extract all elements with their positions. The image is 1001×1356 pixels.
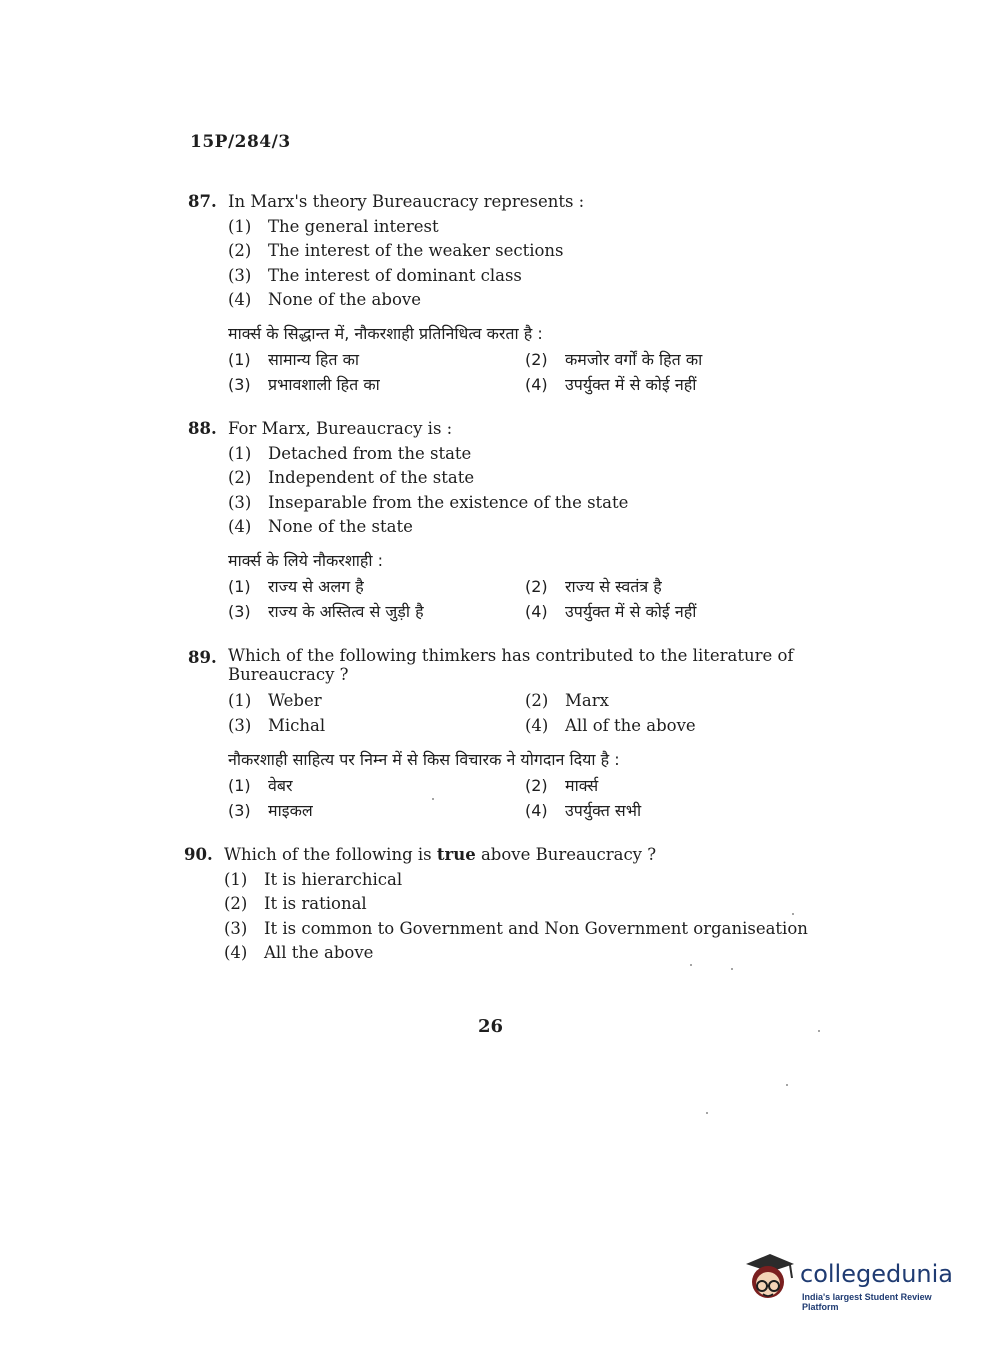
option-number: (3) bbox=[228, 601, 251, 621]
option-number: (4) bbox=[525, 716, 549, 735]
question-number: 87. bbox=[188, 192, 217, 211]
hindi-question-text: मार्क्स के लिये नौकरशाही : bbox=[228, 550, 383, 570]
option-number: (1) bbox=[224, 869, 248, 889]
option-text: कमजोर वर्गों के हित का bbox=[565, 349, 703, 369]
scan-speck bbox=[706, 1112, 708, 1114]
option-text: राज्य से अलग है bbox=[268, 576, 364, 596]
option-item bbox=[525, 714, 825, 739]
hindi-option bbox=[228, 798, 525, 823]
question-text: For Marx, Bureaucracy is : bbox=[228, 419, 453, 438]
option-number: (1) bbox=[228, 216, 252, 236]
option-text: None of the above bbox=[268, 290, 421, 309]
scan-speck bbox=[731, 968, 733, 970]
option-text: वेबर bbox=[268, 776, 293, 795]
brand-tagline: India's largest Student Review Platform bbox=[802, 1292, 932, 1312]
option-item bbox=[228, 288, 828, 313]
option-text: None of the state bbox=[268, 517, 413, 536]
option-number: (1) bbox=[228, 349, 251, 369]
option-list bbox=[228, 442, 828, 540]
option-item bbox=[228, 714, 525, 739]
option-number: (2) bbox=[224, 894, 248, 913]
hindi-option bbox=[525, 574, 825, 599]
option-text: राज्य से स्वतंत्र है bbox=[565, 576, 662, 596]
hindi-block bbox=[228, 747, 828, 823]
option-text: All of the above bbox=[565, 716, 696, 735]
option-number: (3) bbox=[228, 374, 251, 394]
question-text-part: Which of the following is bbox=[224, 845, 437, 864]
option-number: (1) bbox=[228, 691, 252, 710]
hindi-option bbox=[228, 773, 525, 798]
option-text: उपर्युक्त में से कोई नहीं bbox=[565, 601, 697, 621]
option-number: (3) bbox=[228, 265, 252, 285]
option-item bbox=[228, 215, 828, 240]
option-item bbox=[224, 868, 824, 893]
question-text bbox=[224, 843, 824, 868]
question-number: 88. bbox=[188, 419, 217, 438]
option-text: Weber bbox=[268, 691, 322, 710]
question-87 bbox=[188, 190, 828, 397]
option-number: (2) bbox=[228, 241, 252, 260]
option-text: माइकल bbox=[268, 801, 313, 820]
option-item bbox=[224, 917, 824, 942]
hindi-block bbox=[228, 548, 828, 624]
option-number: (4) bbox=[525, 601, 548, 621]
option-text: Inseparable from the existence of the state bbox=[268, 492, 629, 512]
page-number: 26 bbox=[478, 1016, 504, 1037]
scan-speck bbox=[818, 1030, 820, 1032]
hindi-option bbox=[525, 347, 825, 372]
option-list bbox=[228, 215, 828, 313]
hindi-option-grid bbox=[228, 347, 828, 397]
option-text: उपर्युक्त सभी bbox=[565, 801, 642, 820]
option-item bbox=[228, 491, 828, 516]
option-number: (3) bbox=[228, 492, 252, 512]
hindi-option bbox=[228, 599, 525, 624]
hindi-question-text: मार्क्स के सिद्धान्त में, नौकरशाही प्रतिनिधित्व करता है : bbox=[228, 323, 543, 343]
option-item bbox=[228, 466, 828, 491]
option-number: (2) bbox=[525, 776, 548, 795]
option-item bbox=[228, 264, 828, 289]
option-number: (4) bbox=[228, 517, 252, 536]
hindi-option bbox=[228, 372, 525, 397]
option-item bbox=[228, 442, 828, 467]
question-number: 89. bbox=[188, 648, 217, 667]
hindi-option bbox=[228, 347, 525, 372]
hindi-option bbox=[228, 574, 525, 599]
question-89 bbox=[188, 646, 828, 823]
option-number: (2) bbox=[525, 576, 548, 596]
option-text: Michal bbox=[268, 716, 326, 735]
option-number: (4) bbox=[228, 290, 252, 309]
option-number: (3) bbox=[228, 716, 252, 735]
option-number: (2) bbox=[228, 468, 252, 487]
hindi-option bbox=[525, 773, 825, 798]
option-number: (4) bbox=[525, 374, 548, 394]
option-item bbox=[525, 689, 825, 714]
option-text: The interest of dominant class bbox=[268, 265, 522, 285]
scan-speck bbox=[690, 964, 692, 966]
question-88 bbox=[188, 417, 828, 624]
option-grid bbox=[228, 689, 828, 739]
paper-code: 15P/284/3 bbox=[190, 132, 291, 152]
option-number: (2) bbox=[525, 349, 548, 369]
option-number: (4) bbox=[525, 801, 548, 820]
option-text: It is common to Government and Non Government organiseation bbox=[264, 918, 808, 938]
question-number: 90. bbox=[184, 845, 213, 864]
option-text: उपर्युक्त में से कोई नहीं bbox=[565, 374, 697, 394]
option-number: (1) bbox=[228, 576, 251, 596]
option-text: Detached from the state bbox=[268, 443, 472, 463]
hindi-block bbox=[228, 321, 828, 397]
hindi-option-grid bbox=[228, 773, 828, 823]
option-number: (3) bbox=[224, 918, 248, 938]
option-item bbox=[228, 515, 828, 540]
question-90 bbox=[184, 843, 824, 966]
option-text: राज्य के अस्तित्व से जुड़ी है bbox=[268, 601, 424, 621]
option-item bbox=[224, 892, 824, 917]
option-text: Marx bbox=[565, 691, 609, 710]
question-text: In Marx's theory Bureaucracy represents : bbox=[228, 192, 585, 211]
question-text-emphasis: true bbox=[436, 845, 476, 864]
option-item bbox=[224, 941, 824, 966]
hindi-option-grid bbox=[228, 574, 828, 624]
scan-speck bbox=[432, 798, 434, 800]
option-list bbox=[224, 868, 824, 966]
hindi-option bbox=[525, 372, 825, 397]
hindi-option bbox=[525, 599, 825, 624]
option-text: The general interest bbox=[268, 216, 439, 236]
option-text: सामान्य हित का bbox=[268, 349, 360, 369]
option-number: (1) bbox=[228, 443, 252, 463]
hindi-question-text: नौकरशाही साहित्य पर निम्न में से किस विचारक ने योगदान दिया है : bbox=[228, 750, 620, 769]
option-text: मार्क्स bbox=[565, 776, 599, 795]
option-number: (2) bbox=[525, 691, 549, 710]
brand-watermark bbox=[740, 1250, 970, 1310]
option-text: It is rational bbox=[264, 894, 367, 913]
question-text: Which of the following thimkers has contributed to the literature of Bureaucracy ? bbox=[228, 646, 794, 684]
option-text: प्रभावशाली हित का bbox=[268, 374, 380, 394]
option-item bbox=[228, 239, 828, 264]
scan-speck bbox=[792, 913, 794, 915]
option-text: Independent of the state bbox=[268, 468, 475, 487]
option-item bbox=[228, 689, 525, 714]
collegedunia-mascot-icon bbox=[740, 1250, 796, 1308]
hindi-option bbox=[525, 798, 825, 823]
scan-speck bbox=[786, 1084, 788, 1086]
option-number: (3) bbox=[228, 801, 251, 820]
option-text: All the above bbox=[264, 943, 374, 962]
option-number: (4) bbox=[224, 943, 248, 962]
option-text: The interest of the weaker sections bbox=[268, 241, 564, 260]
option-number: (1) bbox=[228, 776, 251, 795]
brand-name: collegedunia bbox=[800, 1260, 954, 1288]
question-text-part: above Bureaucracy ? bbox=[475, 845, 657, 864]
option-text: It is hierarchical bbox=[264, 869, 403, 889]
